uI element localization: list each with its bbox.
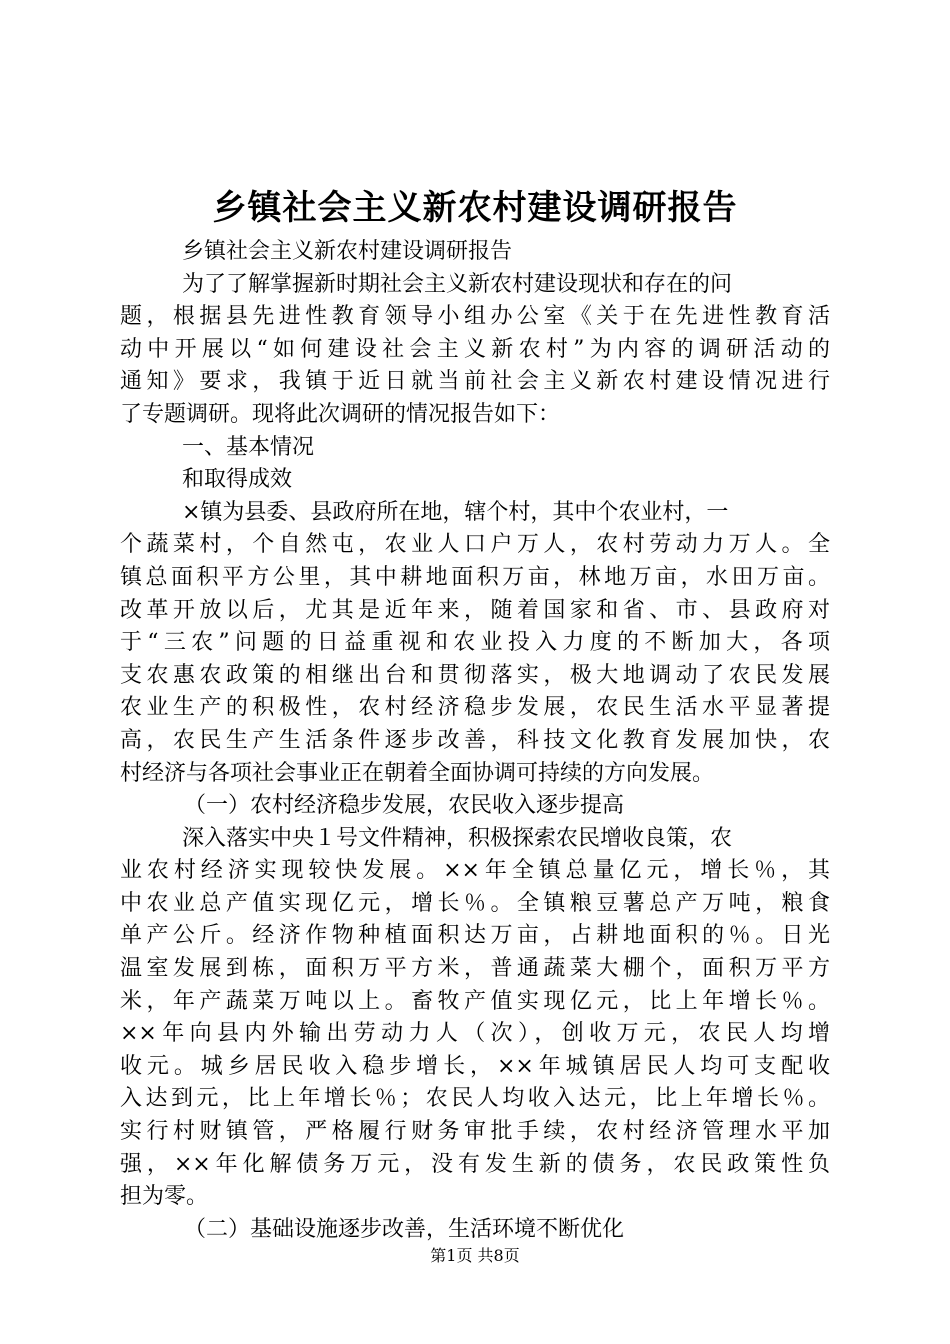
subsection-heading: （二）基础设施逐步改善，生活环境不断优化 — [184, 1216, 625, 1242]
document-body — [120, 236, 840, 1246]
paragraph-line: 温室发展到栋，面积万平方米，普通蔬菜大棚个，面积万平方 — [120, 956, 830, 982]
paragraph-line: 镇总面积平方公里，其中耕地面积万亩，林地万亩，水田万亩。 — [120, 564, 830, 590]
paragraph-line: 强，××年化解债务万元，没有发生新的债务，农民政策性负 — [120, 1151, 830, 1177]
paragraph-line: 担为零。 — [120, 1184, 209, 1210]
paragraph-line: 单产公斤。经济作物种植面积达万亩，占耕地面积的％。日光 — [120, 923, 830, 949]
paragraph-line: 改革开放以后，尤其是近年来，随着国家和省、市、县政府对 — [120, 597, 830, 623]
paragraph-line: 于“三农”问题的日益重视和农业投入力度的不断加大，各项 — [120, 630, 830, 656]
paragraph-line: 农业生产的积极性，农村经济稳步发展，农民生活水平显著提 — [120, 695, 830, 721]
paragraph-line: 动中开展以“如何建设社会主义新农村”为内容的调研活动的 — [120, 336, 830, 362]
section-heading: 一、基本情况 — [182, 434, 315, 460]
paragraph-line: 高，农民生产生活条件逐步改善，科技文化教育发展加快，农 — [120, 727, 830, 753]
paragraph-line: ××年向县内外输出劳动力人（次），创收万元，农民人均增 — [120, 1021, 830, 1047]
paragraph-line: 中农业总产值实现亿元，增长％。全镇粮豆薯总产万吨，粮食 — [120, 890, 830, 916]
paragraph-line: 为了了解掌握新时期社会主义新农村建设现状和存在的问 — [182, 271, 733, 297]
paragraph-line: 村经济与各项社会事业正在朝着全面协调可持续的方向发展。 — [120, 760, 715, 786]
paragraph-line: 实行村财镇管，严格履行财务审批手续，农村经济管理水平加 — [120, 1119, 830, 1145]
document-title: 乡镇社会主义新农村建设调研报告 — [212, 188, 738, 228]
subtitle-line: 乡镇社会主义新农村建设调研报告 — [182, 239, 513, 264]
paragraph-line: 米，年产蔬菜万吨以上。畜牧产值实现亿元，比上年增长％。 — [120, 988, 830, 1014]
paragraph-line: ×镇为县委、县政府所在地，辖个村，其中个农业村，一 — [182, 499, 729, 525]
paragraph-line: 个蔬菜村，个自然屯，农业人口户万人，农村劳动力万人。全 — [120, 532, 830, 558]
paragraph-line: 了专题调研。现将此次调研的情况报告如下： — [120, 401, 561, 427]
paragraph-line: 收元。城乡居民收入稳步增长，××年城镇居民人均可支配收 — [120, 1053, 830, 1079]
subsection-heading: （一）农村经济稳步发展，农民收入逐步提高 — [184, 793, 625, 819]
page-footer: 第1页 共8页 — [430, 1246, 520, 1265]
paragraph-line: 入达到元，比上年增长％；农民人均收入达元，比上年增长％。 — [120, 1086, 830, 1112]
paragraph-line: 题，根据县先进性教育领导小组办公室《关于在先进性教育活 — [120, 304, 830, 330]
section-heading-continued: 和取得成效 — [182, 467, 293, 493]
paragraph-line: 支农惠农政策的相继出台和贯彻落实，极大地调动了农民发展 — [120, 662, 830, 688]
paragraph-line: 业农村经济实现较快发展。××年全镇总量亿元，增长％，其 — [120, 858, 830, 884]
paragraph-line: 通知》要求，我镇于近日就当前社会主义新农村建设情况进行 — [120, 369, 830, 395]
paragraph-line: 深入落实中央１号文件精神，积极探索农民增收良策，农 — [182, 825, 733, 851]
